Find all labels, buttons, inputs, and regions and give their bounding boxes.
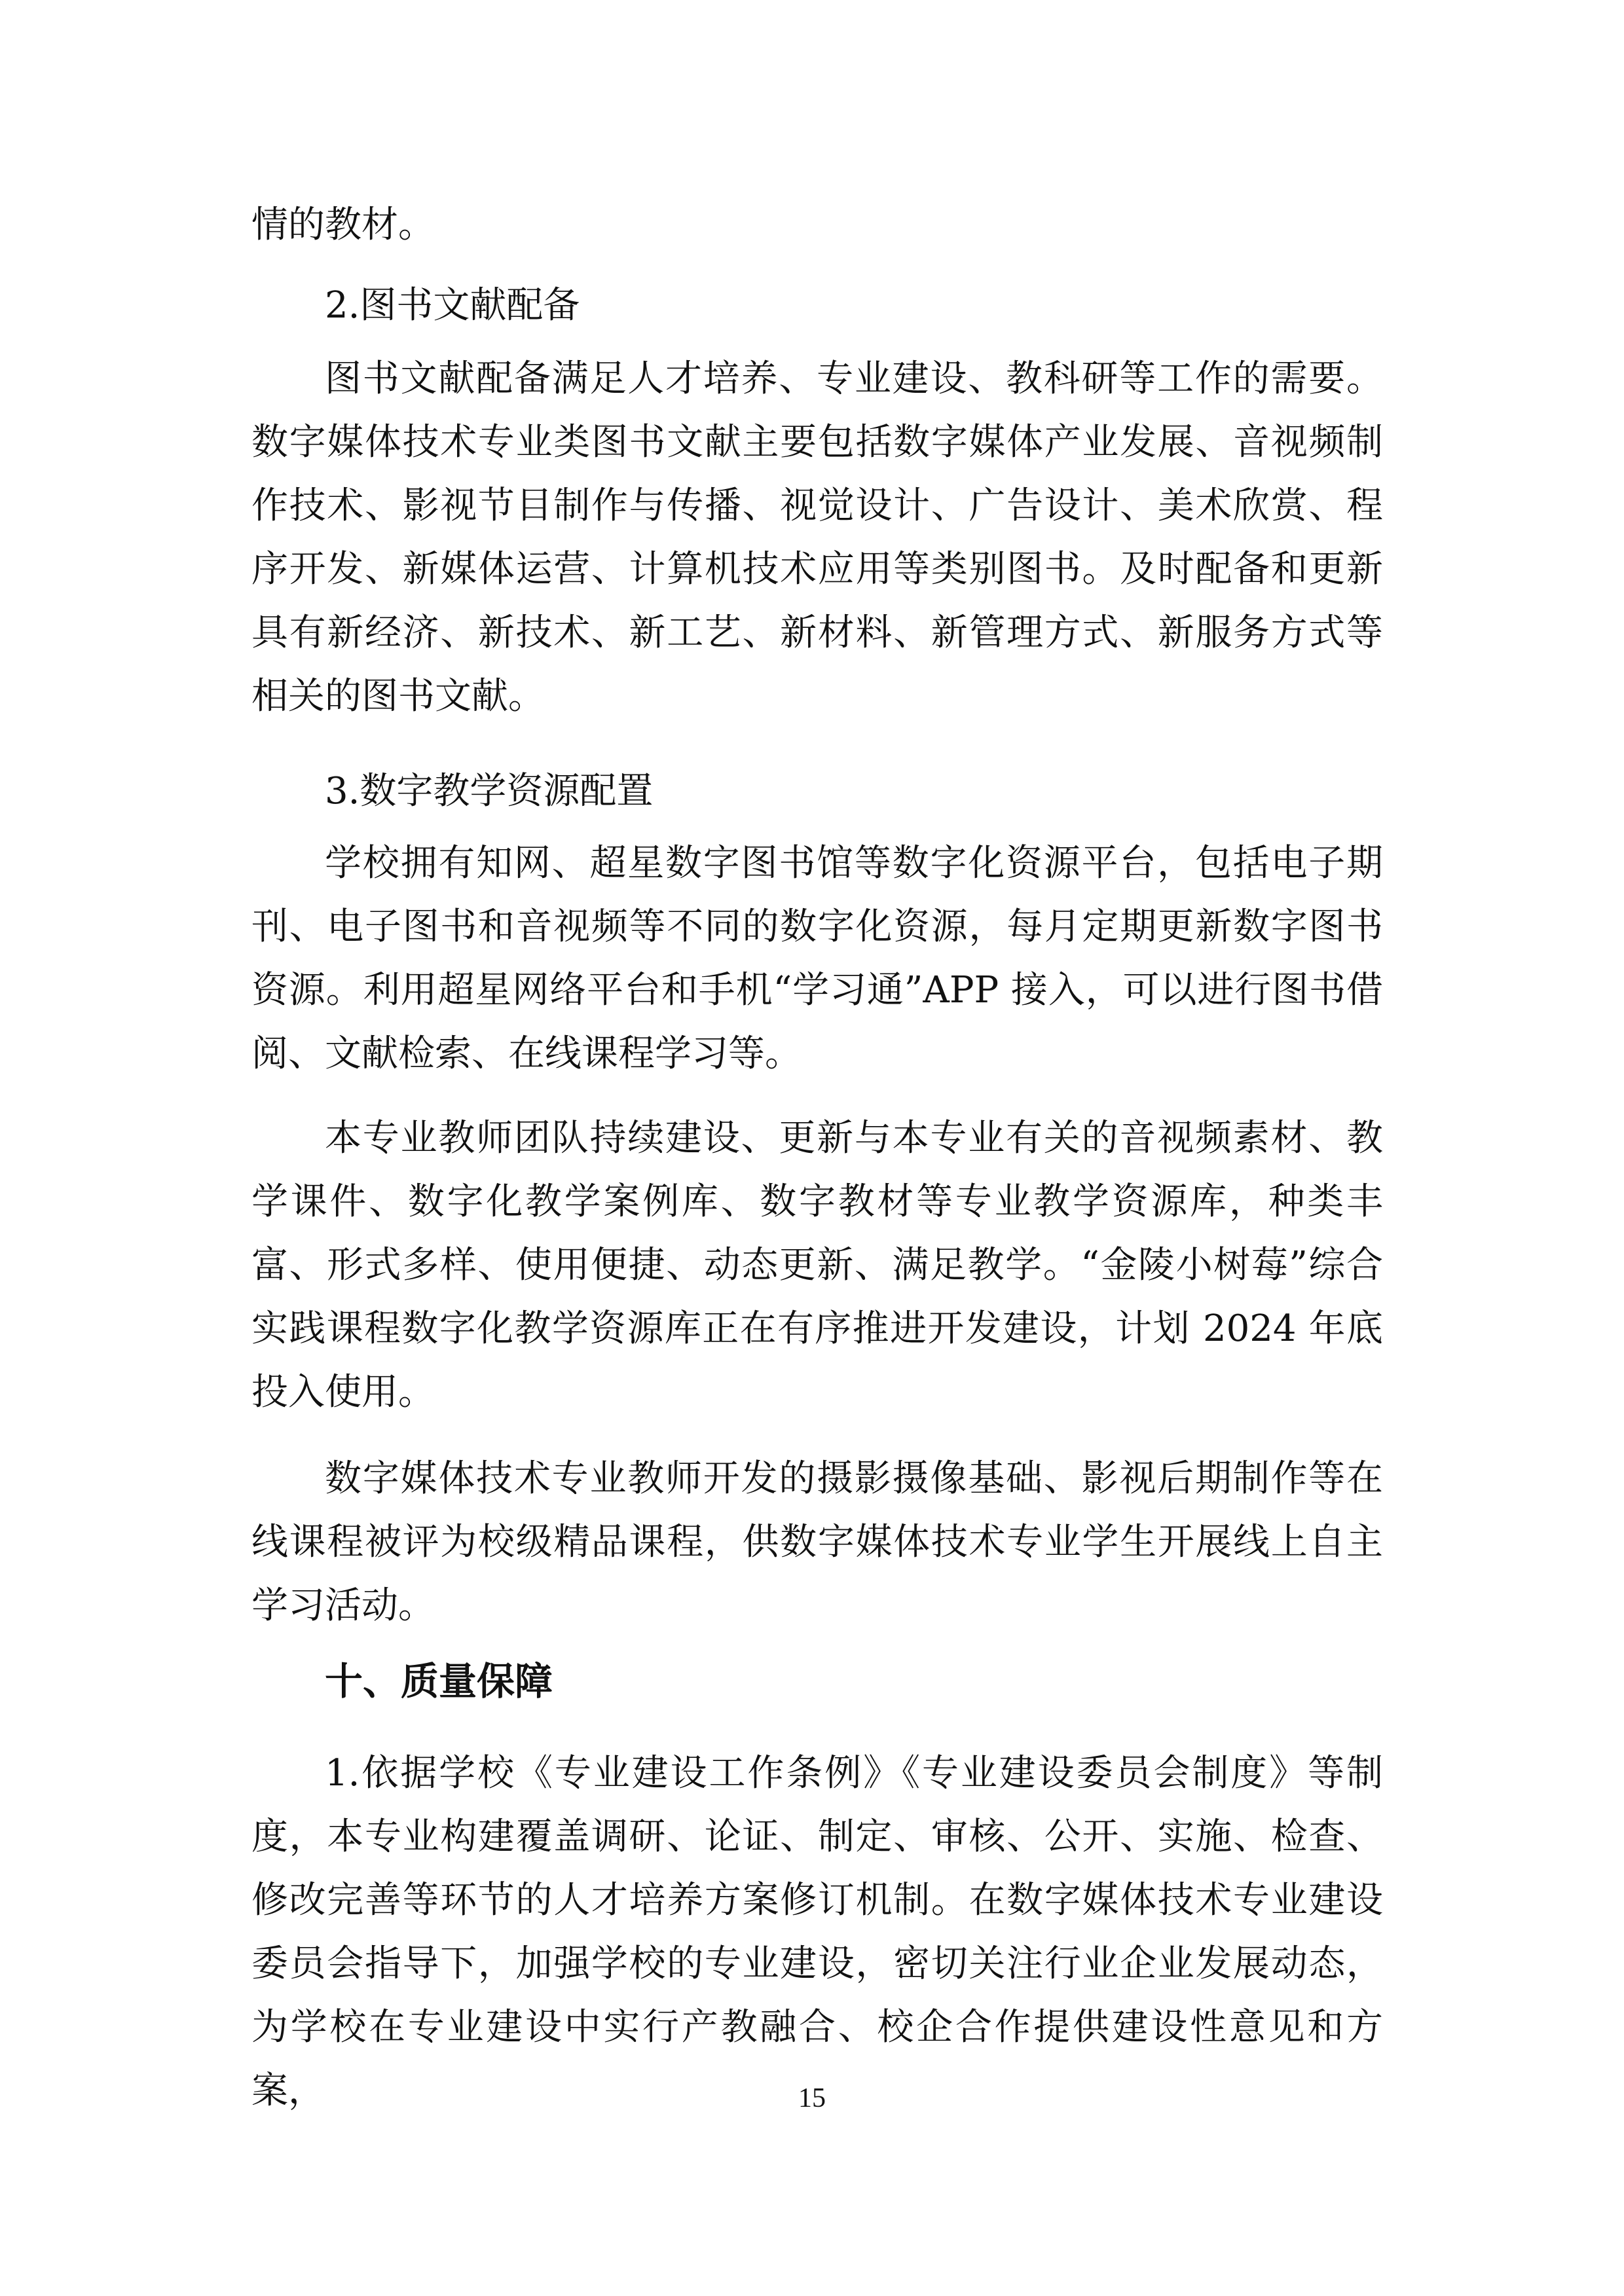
subheading-library-resources: 2.图书文献配备 <box>325 284 580 327</box>
paragraph-online-courses: 数字媒体技术专业教师开发的摄影摄像基础、影视后期制作等在线课程被评为校级精品课程，供数字媒体技术专业学生开展线上自主学习活动。 <box>251 1457 1383 1627</box>
paragraph-library-resources: 图书文献配备满足人才培养、专业建设、教科研等工作的需要。数字媒体技术专业类图书文献主要包括数字媒体产业发展、音视频制作技术、影视节目制作与传播、视觉设计、广告设计、美术欣赏、程序开发、新媒体运营、计算机技术应用等类别图书。及时配备和更新具有新经济、新技术、新工艺、新材料、新管理方式、新服务方式等相关的图书文献。 <box>251 357 1383 718</box>
subheading-digital-resources: 3.数字教学资源配置 <box>325 770 654 812</box>
page-number: 15 <box>798 2083 826 2113</box>
section-heading-quality-assurance: 十、质量保障 <box>325 1659 553 1704</box>
paragraph-continuation: 情的教材。 <box>251 204 435 246</box>
paragraph-quality-mechanism: 1.依据学校《专业建设工作条例》《专业建设委员会制度》等制度，本专业构建覆盖调研、论证、制定、审核、公开、实施、检查、修改完善等环节的人才培养方案修订机制。在数字媒体技术专业建设委员会指导下，加强学校的专业建设，密切关注行业企业发展动态，为学校在专业建设中实行产教融合、校企合作提供建设性意见和方案， <box>251 1752 1383 2112</box>
paragraph-digital-platforms: 学校拥有知网、超星数字图书馆等数字化资源平台，包括电子期刊、电子图书和音视频等不同的数字化资源，每月定期更新数字图书资源。利用超星网络平台和手机“学习通”APP 接入，可以进行图书借阅、文献检索、在线课程学习等。 <box>251 842 1383 1075</box>
paragraph-teaching-resources: 本专业教师团队持续建设、更新与本专业有关的音视频素材、教学课件、数字化教学案例库、数字教材等专业教学资源库，种类丰富、形式多样、使用便捷、动态更新、满足教学。“金陵小树莓”综合实践课程数字化教学资源库正在有序推进开发建设，计划 2024 年底投入使用。 <box>251 1117 1383 1413</box>
